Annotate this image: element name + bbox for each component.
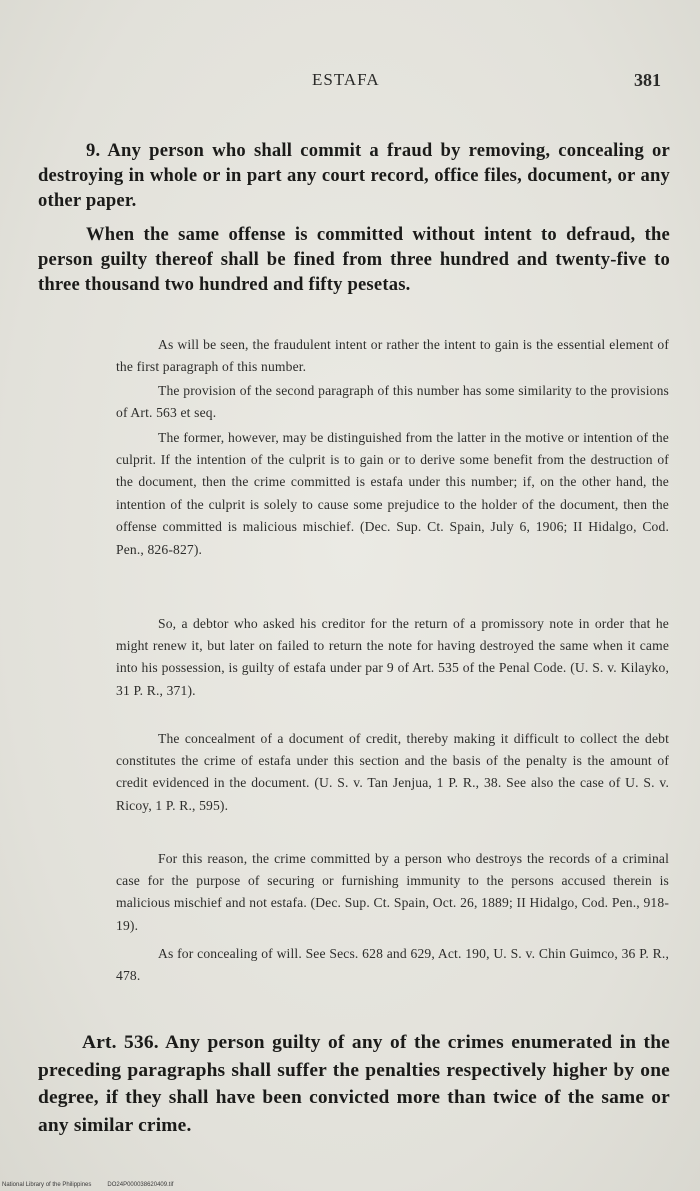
- statute-paragraph-9-text: 9. Any person who shall commit a fraud by removing, concealing or destroying in whole or in part any court record, office files, document, or any other paper.: [38, 139, 670, 211]
- page-number: 381: [634, 70, 661, 90]
- statute-paragraph-9: [38, 138, 670, 213]
- commentary-note-1-text: As will be seen, the fraudulent intent or rather the intent to gain is the essential element of the first paragraph of this number.: [116, 336, 669, 374]
- statute-paragraph-9-second-text: When the same offense is committed without intent to defraud, the person guilty thereof shall be fined from three hundred and twenty-five to three thousand two hundred and fifty pesetas.: [38, 223, 670, 295]
- commentary-note-5-text: The concealment of a document of credit, thereby making it difficult to collect the debt constitutes the crime of estafa under this section and the basis of the penalty is the amount of credit evidenced in the document. (U. S. v. Tan Jenjua, 1 P. R., 38. See also the case of U. S. v. Ricoy, 1 P. R., 595).: [116, 730, 669, 813]
- commentary-note-4-text: So, a debtor who asked his creditor for the return of a promissory note in order that he might renew it, but later on failed to return the note for having destroyed the same when it came into his possession, is guilty of estafa under par 9 of Art. 535 of the Penal Code. (U. S. v. Kilayko, 31 P. R., 371).: [116, 615, 669, 698]
- commentary-note-6-text: For this reason, the crime committed by a person who destroys the records of a criminal case for the purpose of securing or furnishing immunity to the persons accused therein is malicious mischief and not estafa. (Dec. Sup. Ct. Spain, Oct. 26, 1889; II Hidalgo, Cod. Pen., 918-19).: [116, 850, 669, 933]
- article-536-text: Art. 536. Any person guilty of any of the crimes enumerated in the preceding paragraphs shall suffer the penalties respectively higher by one degree, if they shall have been convicted more than twice of the same or any similar crime.: [38, 1032, 670, 1136]
- scan-identifier: DO24P000038620409.tif: [107, 1182, 174, 1188]
- scan-footer: [0, 1179, 700, 1191]
- commentary-note-3-text: The former, however, may be distinguished from the latter in the motive or intention of the culprit. If the intention of the culprit is to gain or to derive some benefit from the destruction of the document, then the crime committed is estafa under this number; if, on the other hand, the intention of the culprit is solely to cause some prejudice to the holder of the document, then the offense committed is malicious mischief. (Dec. Sup. Ct. Spain, July 6, 1906; II Hidalgo, Cod. Pen., 826-827).: [116, 429, 669, 557]
- running-title: ESTAFA: [312, 70, 380, 89]
- commentary-note-4: [116, 613, 669, 703]
- commentary-note-2-text: The provision of the second paragraph of this number has some similarity to the provisions of Art. 563 et seq.: [116, 382, 669, 420]
- page-header: [0, 70, 700, 96]
- commentary-note-1: [116, 334, 669, 379]
- commentary-note-7-text: As for concealing of will. See Secs. 628 and 629, Act. 190, U. S. v. Chin Guimco, 36 P. R., 478.: [116, 945, 669, 983]
- commentary-note-5: [116, 728, 669, 818]
- commentary-note-6: [116, 848, 669, 938]
- commentary-note-2: [116, 380, 669, 425]
- commentary-note-7: [116, 943, 669, 988]
- commentary-note-3: [116, 427, 669, 561]
- statute-paragraph-9-second: [38, 222, 670, 297]
- article-536-paragraph: [38, 1029, 670, 1139]
- library-credit: National Library of the Philippines: [2, 1182, 92, 1188]
